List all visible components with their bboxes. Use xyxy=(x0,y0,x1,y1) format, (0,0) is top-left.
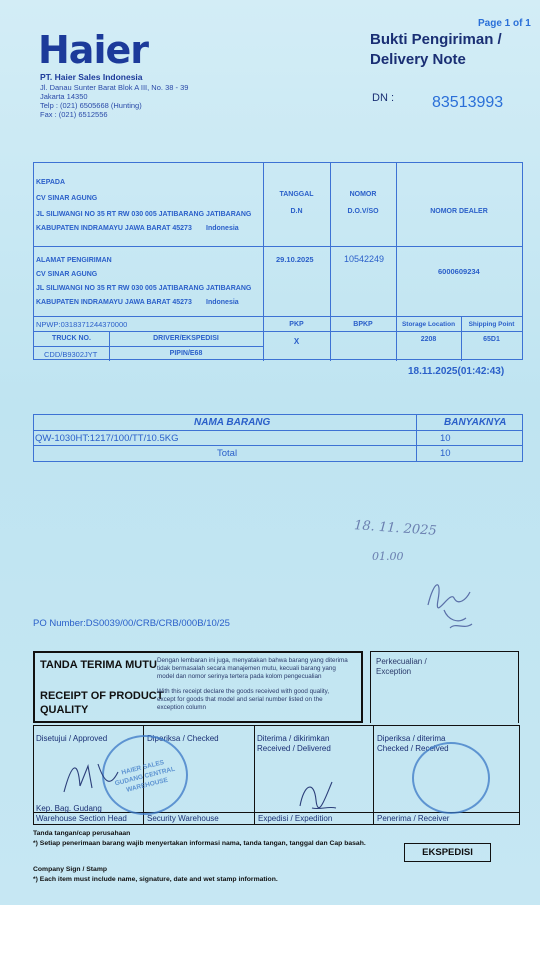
handwritten-time: 01.00 xyxy=(372,550,404,563)
page-indicator: Page 1 of 1 xyxy=(478,18,531,29)
divider xyxy=(34,445,522,446)
delivered-label-line2: Received / Delivered xyxy=(257,744,331,753)
kepada-label: KEPADA xyxy=(36,179,66,186)
dn-number: 83513993 xyxy=(432,94,504,111)
receipt-title-en2: QUALITY xyxy=(40,704,89,716)
dovso-label: D.O.V/SO xyxy=(347,208,379,215)
shipping-address-label: ALAMAT PENGIRIMAN xyxy=(36,257,112,264)
shipping-point-label: Shipping Point xyxy=(468,321,515,328)
driver-value: PIPIN/E68 xyxy=(169,350,203,357)
receiver-label: Penerima / Receiver xyxy=(377,814,450,823)
received-label-line1: Diperiksa / diterima xyxy=(377,734,446,743)
truck-number-value: CDD/B9302JYT xyxy=(44,350,98,359)
exception-label-line1: Perkecualian / xyxy=(376,657,427,666)
delivered-label xyxy=(257,734,331,754)
receipt-text-id-line2: tidak bermasalah secara manajemen mutu, kecuali barang yang xyxy=(157,665,336,672)
receipt-text-en-line3: exception column xyxy=(157,704,207,711)
company-fax: Fax : (021) 6512556 xyxy=(40,110,108,119)
storage-location-label: Storage Location xyxy=(401,321,456,328)
ekspedisi-copy-label: EKSPEDISI xyxy=(404,843,491,862)
approver-signature-icon xyxy=(58,752,128,802)
exception-label xyxy=(376,657,427,677)
consignee-country: Indonesia xyxy=(206,225,239,232)
storage-location-value: 2208 xyxy=(420,336,437,343)
receipt-text-id xyxy=(157,657,348,681)
stamp-text: HAIER SALES GUDANG CENTRAL WAREHOUSE xyxy=(114,759,176,794)
footer-note-en: *) Each item must include name, signature, date and wet stamp information. xyxy=(33,876,278,883)
quantity-header: BANYAKNYA xyxy=(444,417,507,428)
divider xyxy=(34,316,522,317)
pkp-label: PKP xyxy=(289,321,304,328)
document-title-line2: Delivery Note xyxy=(370,51,466,68)
npwp: NPWP:0318371244370000 xyxy=(36,320,128,329)
footer-sign-label-id: Tanda tangan/cap perusahaan xyxy=(33,830,131,837)
company-address-line2: Jakarta 14350 xyxy=(40,92,88,101)
shipping-region: KABUPATEN INDRAMAYU JAWA BARAT 45273 xyxy=(36,299,192,306)
approved-label: Disetujui / Approved xyxy=(36,734,108,743)
footer-note-id: *) Setiap penerimaan barang wajib menyertakan informasi nama, tanda tangan, tanggal dan Cap basah. xyxy=(33,840,366,847)
footer-sign-label-en: Company Sign / Stamp xyxy=(33,866,108,873)
shipping-address: JL SILIWANGI NO 35 RT RW 030 005 JATIBARANG JATIBARANG xyxy=(36,285,252,292)
total-label: Total xyxy=(217,448,238,459)
receipt-text-id-line1: Dengan lembaran ini juga, menyatakan bahwa barang yang diterima xyxy=(157,657,348,664)
delivered-label-line1: Diterima / dikirimkan xyxy=(257,734,330,743)
warehouse-head-label xyxy=(36,804,127,824)
checked-label: Diperiksa / Checked xyxy=(147,734,219,743)
shipping-country: Indonesia xyxy=(206,299,239,306)
total-value: 10 xyxy=(440,448,451,459)
items-table xyxy=(33,414,523,462)
pkp-value: X xyxy=(293,337,300,346)
receipt-text-en xyxy=(157,688,329,712)
bpkp-label: BPKP xyxy=(353,321,373,328)
expedition-label: Expedisi / Expedition xyxy=(258,814,333,823)
dn-date: 29.10.2025 xyxy=(276,255,314,264)
handwritten-date: 18. 11. 2025 xyxy=(353,518,438,539)
receiver-stamp xyxy=(412,742,490,814)
print-timestamp: 18.11.2025(01:42:43) xyxy=(408,366,505,377)
dn-label: DN : xyxy=(372,92,394,104)
nomor-label: NOMOR xyxy=(349,191,377,198)
exception-label-line2: Exception xyxy=(376,667,412,676)
warehouse-head-line1: Kep. Bag. Gudang xyxy=(36,804,102,813)
divider xyxy=(373,725,374,825)
document-title-line1: Bukti Pengiriman / xyxy=(370,31,502,48)
company-name: PT. Haier Sales Indonesia xyxy=(40,72,143,82)
company-address-line1: Jl. Danau Sunter Barat Blok A III, No. 38 - 39 xyxy=(40,83,189,92)
receipt-title-id: TANDA TERIMA MUTU xyxy=(40,659,157,671)
item-name-header: NAMA BARANG xyxy=(194,417,271,428)
shipping-point-value: 65D1 xyxy=(483,336,500,343)
consignee-info-box xyxy=(33,162,523,360)
po-number: PO Number:DS0039/00/CRB/CRB/000B/10/25 xyxy=(33,618,230,629)
receipt-text-en-line1: With this receipt declare the goods received with good quality, xyxy=(157,688,330,695)
divider xyxy=(34,430,522,431)
consignee-address: JL SILIWANGI NO 35 RT RW 030 005 JATIBARANG JATIBARANG xyxy=(36,211,252,218)
driver-label: DRIVER/EKSPEDISI xyxy=(153,335,219,342)
tanggal-label: TANGGAL xyxy=(279,191,314,198)
item-name: QW-1030HT:1217/100/TT/10.5KG xyxy=(35,433,179,444)
received-label-line2: Checked / Received xyxy=(377,744,449,753)
receipt-text-en-line2: except for goods that model and serial number listed on the xyxy=(157,696,323,703)
divider xyxy=(34,346,263,347)
truck-number-label: TRUCK NO. xyxy=(52,335,91,342)
dealer-number: 6000609234 xyxy=(438,267,480,276)
receipt-frame-right xyxy=(357,651,363,723)
company-phone: Telp : (021) 6505668 (Hunting) xyxy=(40,101,142,110)
divider xyxy=(416,415,417,461)
security-label: Security Warehouse xyxy=(147,814,219,823)
expedition-signature-icon xyxy=(292,770,342,814)
divider xyxy=(34,331,522,332)
dealer-number-label: NOMOR DEALER xyxy=(430,208,488,215)
document-title xyxy=(370,30,502,70)
item-quantity: 10 xyxy=(440,433,451,444)
receipt-text-id-line3: model dan nomor serinya tertera pada kolom pengecualian xyxy=(157,673,322,680)
haier-logo: Haier xyxy=(38,28,148,72)
divider xyxy=(34,246,522,247)
shipping-name: CV SINAR AGUNG xyxy=(36,271,98,278)
receipt-title-en1: RECEIPT OF PRODUCT xyxy=(40,690,164,702)
handwritten-signature-icon xyxy=(420,570,480,640)
divider xyxy=(254,725,255,825)
order-number: 10542249 xyxy=(344,254,385,264)
consignee-name: CV SINAR AGUNG xyxy=(36,195,98,202)
dn-col-label: D.N xyxy=(290,208,303,215)
consignee-region: KABUPATEN INDRAMAYU JAWA BARAT 45273 xyxy=(36,225,192,232)
warehouse-head-line2: Warehouse Section Head xyxy=(36,814,127,823)
